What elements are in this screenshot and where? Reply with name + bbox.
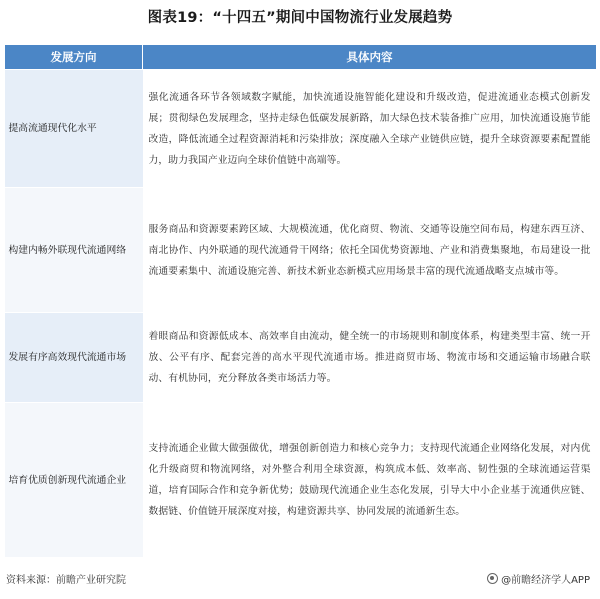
footer xyxy=(6,571,590,587)
brand-attribution xyxy=(487,571,590,586)
row-category: 提高流通现代化水平 xyxy=(5,70,143,188)
row-category: 发展有序高效现代流通市场 xyxy=(5,313,143,403)
row-category: 构建内畅外联现代流通网络 xyxy=(5,188,143,313)
row-content: 强化流通各环节各领域数字赋能，加快流通设施智能化建设和升级改造，促进流通业态模式创新发展；贯彻绿色发展理念，坚持走绿色低碳发展新路，加大绿色技术装备推广应用，加快流通设施节能改造，降低流通全过程资源消耗和污染排放；深度融入全球产业链供应链，提升全球资源要素配置能力，助力我国产业迈向全球价值链中高端等。 xyxy=(143,70,597,188)
trend-table xyxy=(4,44,597,558)
figure-title: 图表19：“十四五”期间中国物流行业发展趋势 xyxy=(147,10,453,26)
table-row xyxy=(5,403,597,558)
qianzhan-logo-icon xyxy=(487,573,498,584)
row-content: 着眼商品和资源低成本、高效率自由流动，健全统一的市场规则和制度体系，构建类型丰富、统一开放、公平有序、配套完善的高水平现代流通市场。推进商贸市场、物流市场和交通运输市场融合联动、有机协同，充分释放各类市场活力等。 xyxy=(143,313,597,403)
row-content: 支持流通企业做大做强做优，增强创新创造力和核心竞争力；支持现代流通企业网络化发展，对内优化升级商贸和物流网络，对外整合利用全球资源，构筑成本低、效率高、韧性强的全球流通运营渠道，培育国际合作和竞争新优势；鼓励现代流通企业生态化发展，引导大中小企业基于流通供应链、数据链、价值链开展深度对接，构建资源共享、协同发展的流通新生态。 xyxy=(143,403,597,558)
row-category: 培育优质创新现代流通企业 xyxy=(5,403,143,558)
brand-label: @前瞻经济学人APP xyxy=(501,575,590,586)
source-note: 资料来源：前瞻产业研究院 xyxy=(6,575,126,586)
table-row xyxy=(5,188,597,313)
header-direction: 发展方向 xyxy=(5,45,143,70)
table-header-row xyxy=(5,45,597,70)
row-content: 服务商品和资源要素跨区域、大规模流通，优化商贸、物流、交通等设施空间布局，构建东西互济、南北协作、内外联通的现代流通骨干网络；依托全国优势资源地、产业和消费集聚地，布局建设一批流通要素集中、流通设施完善、新技术新业态新模式应用场景丰富的现代流通战略支点城市等。 xyxy=(143,188,597,313)
header-content: 具体内容 xyxy=(143,45,597,70)
table-row xyxy=(5,70,597,188)
table-row xyxy=(5,313,597,403)
